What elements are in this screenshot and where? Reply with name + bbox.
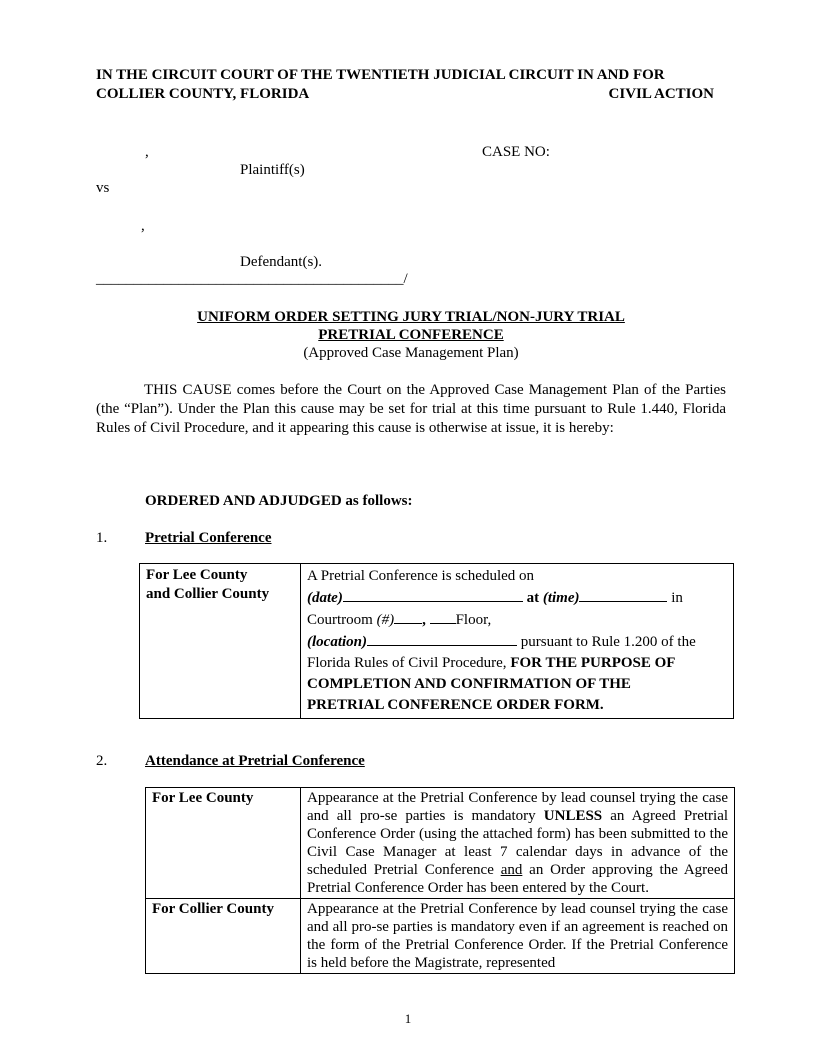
lee-county-label: For Lee County [146, 788, 301, 899]
frcp-text: Florida Rules of Civil Procedure, [307, 655, 507, 671]
at-label: at [526, 590, 540, 606]
table-row [146, 899, 735, 974]
court-header-county: COLLIER COUNTY, FLORIDA [96, 86, 310, 102]
county-cell [140, 564, 301, 719]
in-label: in [671, 590, 683, 606]
caption-rule: _________________________________________/ [96, 271, 408, 287]
plaintiff-comma: , [145, 144, 149, 160]
location-line [307, 631, 727, 653]
time-blank [579, 587, 667, 602]
section1-heading: Pretrial Conference [145, 530, 272, 546]
pretrial-conference-table [139, 563, 734, 719]
courtroom-blank [394, 609, 422, 624]
purpose-line1: FOR THE PURPOSE OF [510, 655, 676, 671]
lee-unless: UNLESS [543, 808, 603, 824]
order-title-line3: (Approved Case Management Plan) [303, 345, 519, 361]
court-header [96, 66, 726, 104]
versus-label: vs [96, 180, 110, 196]
courtroom-number-label: (#) [376, 612, 395, 628]
defendant-label: Defendant(s). [240, 254, 323, 270]
frcp-line [307, 653, 727, 674]
court-header-line1: IN THE CIRCUIT COURT OF THE TWENTIETH JUDICIAL CIRCUIT IN AND FOR [96, 67, 665, 83]
section1-number: 1. [96, 530, 108, 546]
order-title-line2: PRETRIAL CONFERENCE [318, 327, 504, 343]
lee-text-c: an Order approving the Agreed Pretrial Conference Order has been entered by the Court. [307, 862, 728, 896]
section2-number: 2. [96, 753, 108, 769]
date-time-line [307, 587, 727, 609]
civil-action-label: CIVIL ACTION [608, 86, 714, 102]
plaintiff-label: Plaintiff(s) [240, 162, 305, 178]
lee-text-a: Appearance at the Pretrial Conference by lead counsel trying the case and all pro-se parties is mandatory [307, 790, 728, 824]
pretrial-details-cell [301, 564, 734, 719]
courtroom-comma: , [422, 612, 426, 628]
lee-and: and [500, 862, 523, 878]
page-number: 1 [404, 1011, 412, 1026]
purpose-line3: PRETRIAL CONFERENCE ORDER FORM. [307, 697, 604, 713]
defendant-comma: , [141, 218, 145, 234]
lee-text-b: an Agreed Pretrial Conference Order (using the attached form) has been submitted to the Civil Case Manager at least 7 calendar days in advance of the scheduled Pretrial Conference [307, 808, 729, 878]
date-label: (date) [307, 590, 343, 606]
purpose-line2: COMPLETION AND CONFIRMATION OF THE [307, 676, 631, 692]
order-title-line1: UNIFORM ORDER SETTING JURY TRIAL/NON-JURY TRIAL [197, 309, 625, 325]
time-label: (time) [542, 590, 580, 606]
location-label: (location) [307, 634, 367, 650]
location-blank [367, 631, 517, 646]
collier-county-label: For Collier County [146, 899, 301, 974]
attendance-table [145, 787, 735, 974]
collier-county-text: Appearance at the Pretrial Conference by lead counsel trying the case and all pro-se parties is mandatory even if an agreement is reached on the form of the Pretrial Conference Order. If the Pretrial Conference is held before the Magistrate, represented [301, 899, 735, 974]
pretrial-scheduled-text: A Pretrial Conference is scheduled on [307, 568, 535, 584]
section2-heading: Attendance at Pretrial Conference [145, 753, 365, 769]
intro-paragraph: THIS CAUSE comes before the Court on the Approved Case Management Plan of the Parties (the “Plan”). Under the Plan this cause may be set for trial at this time pursuant to Rule 1.440, Florida Rules of Civil Procedure, and it appearing this cause is otherwise at issue, it is hereby: [96, 382, 726, 436]
ordered-adjudged: ORDERED AND ADJUDGED as follows: [145, 493, 413, 509]
floor-blank [430, 609, 456, 624]
county-label-line2: and Collier County [146, 586, 270, 602]
courtroom-line [307, 609, 727, 631]
rule-text: pursuant to Rule 1.200 of the [520, 634, 696, 650]
table-row [146, 788, 735, 899]
courtroom-label: Courtroom [307, 612, 373, 628]
table-row [140, 564, 734, 719]
lee-county-text [301, 788, 735, 899]
date-blank [343, 587, 523, 602]
floor-label: Floor, [455, 612, 492, 628]
case-no-label: CASE NO: [482, 144, 550, 160]
county-label-line1: For Lee County [146, 567, 248, 583]
